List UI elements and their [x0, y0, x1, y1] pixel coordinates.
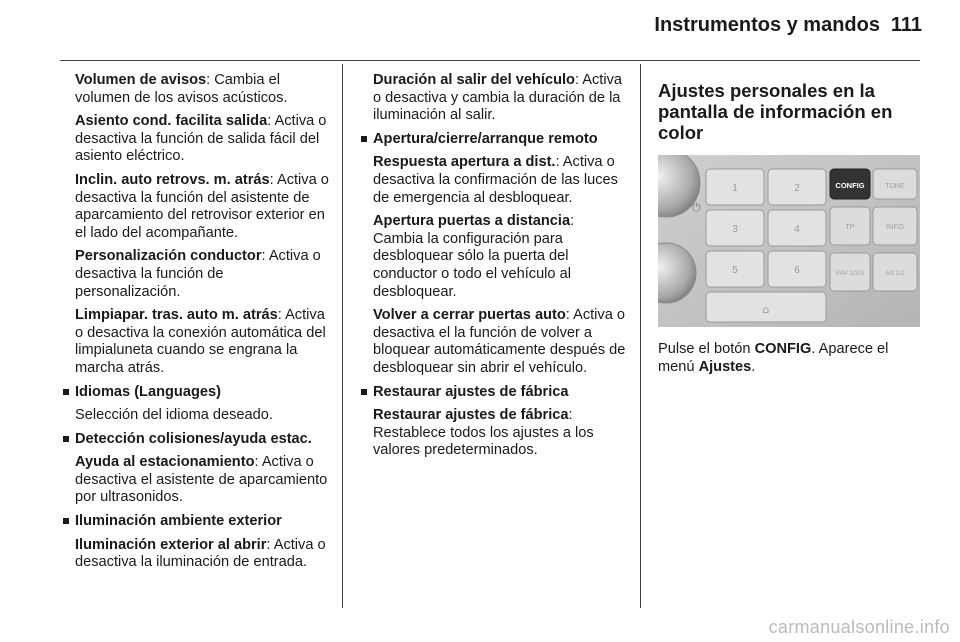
config-label: CONFIG	[835, 181, 865, 190]
page-number: 111	[890, 14, 922, 36]
description: : Activa o desactiva y cambia la duración de la iluminación al salir.	[373, 72, 622, 124]
term: Personalización conductor	[75, 248, 262, 265]
paragraph: Selección del idioma deseado.	[75, 407, 273, 424]
bullet-heading: Restaurar ajustes de fábrica	[360, 384, 626, 402]
term: Restaurar ajustes de fábrica	[373, 407, 569, 424]
key-label: 5	[732, 265, 738, 276]
key-label: 1	[732, 183, 738, 194]
description: : Activa o desactiva la función de salida fácil del asiento eléctrico.	[75, 113, 327, 165]
term: Limpiapar. tras. auto m. atrás	[75, 307, 278, 324]
bullet-heading: Detección colisiones/ayuda estac.	[62, 431, 330, 449]
key-label: 3	[732, 224, 738, 235]
paragraph	[62, 454, 330, 507]
term: Inclin. auto retrovs. m. atrás	[75, 171, 270, 188]
term: Apertura puertas a distancia	[373, 213, 571, 230]
term: Volver a cerrar puertas auto	[373, 307, 566, 324]
bullet-heading: Iluminación ambiente exterior	[62, 513, 330, 531]
page-title: Instrumentos y mandos	[654, 14, 880, 36]
paragraph	[360, 213, 626, 301]
tone-label: TONE	[885, 183, 905, 190]
description: : Restablece todos los ajustes a los valores predeterminados.	[373, 407, 594, 459]
term: Ajustes	[698, 358, 752, 375]
description: : Activa o desactiva la confirmación de las luces de emergencia al desbloquear.	[373, 154, 618, 206]
home-icon: ⌂	[762, 303, 770, 316]
column-divider	[640, 64, 641, 608]
term: CONFIG	[754, 341, 812, 357]
power-icon: ⏻	[692, 201, 701, 214]
key-label: 6	[794, 265, 800, 276]
description: : Cambia la configuración para desbloquear sólo la puerta del conductor o todo el vehículo al desbloquear.	[373, 213, 575, 300]
info-label: INFO	[886, 222, 904, 231]
text-run: Pulse el botón	[658, 341, 755, 357]
section-title: Ajustes personales en la pantalla de información en color	[658, 80, 893, 143]
description: : Activa o desactiva el la función de volver a bloquear automáticamente después de desbloquear sin abrir el vehículo.	[373, 307, 626, 376]
paragraph	[62, 307, 330, 377]
paragraph	[62, 172, 330, 242]
bullet-heading: Idiomas (Languages)	[62, 384, 330, 402]
term: Respuesta apertura a dist.	[373, 154, 556, 171]
term: Volumen de avisos	[75, 72, 207, 88]
description: : Cambia el volumen de los avisos acústicos.	[75, 72, 288, 106]
paragraph	[360, 154, 626, 207]
as-label: AS 1/2	[885, 270, 905, 277]
footer-watermark: carmanualsonline.info	[768, 617, 950, 637]
term: Iluminación exterior al abrir	[75, 536, 267, 553]
paragraph	[62, 113, 330, 166]
key-label: 4	[794, 224, 800, 235]
key-label: 2	[794, 183, 800, 194]
paragraph	[62, 248, 330, 301]
column-divider	[342, 64, 343, 608]
header-rule	[60, 60, 920, 61]
column-2	[360, 72, 626, 466]
paragraph	[360, 307, 626, 377]
instruction-text	[658, 341, 924, 376]
text-run: . Aparece el menú	[658, 341, 889, 375]
description: : Activa o desactiva la iluminación de entrada.	[75, 536, 326, 571]
paragraph	[62, 72, 330, 107]
term: Duración al salir del vehículo	[373, 72, 575, 88]
paragraph	[62, 537, 330, 572]
control-panel-photo	[658, 155, 920, 327]
paragraph	[360, 407, 626, 460]
description: : Activa o desactiva la función del asistente de aparcamiento del retrovisor exterior en el lado del acompañante.	[75, 171, 329, 241]
description: : Activa o desactiva la conexión automática del limpialuneta cuando se engrana la marcha atrás.	[75, 307, 326, 376]
fav-label: FAV 1/2/3	[835, 270, 865, 277]
term: Asiento cond. facilita salida	[75, 113, 268, 130]
column-1	[62, 72, 330, 578]
term: Ayuda al estacionamiento	[75, 454, 255, 471]
paragraph	[360, 72, 626, 125]
description: : Activa o desactiva el asistente de aparcamiento por ultrasonidos.	[75, 454, 328, 506]
description: : Activa o desactiva la función de personalización.	[75, 248, 321, 300]
text-run: .	[751, 358, 756, 375]
bullet-heading: Apertura/cierre/arranque remoto	[360, 131, 626, 149]
tp-label: TP	[845, 222, 855, 231]
column-3	[658, 72, 924, 382]
